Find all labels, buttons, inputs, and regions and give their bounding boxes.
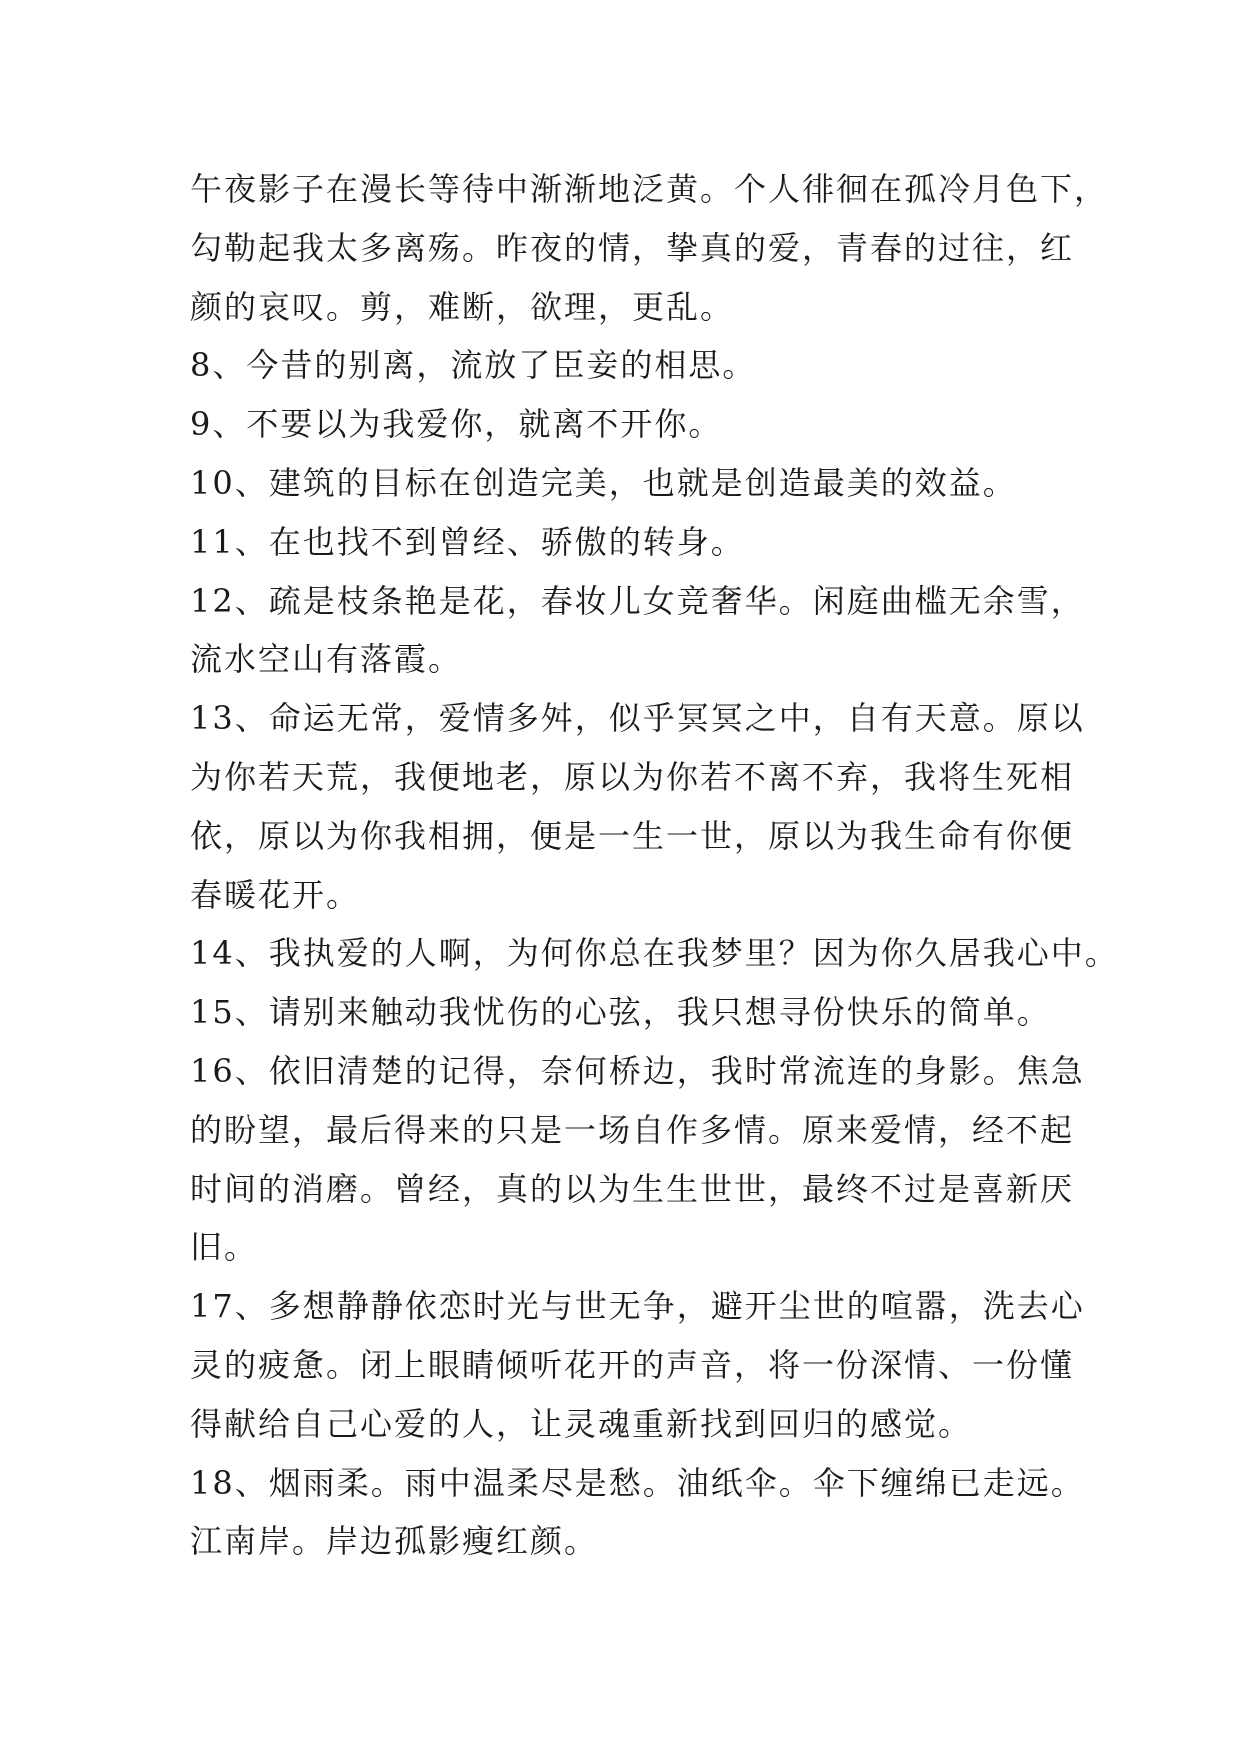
text-line: 江南岸。岸边孤影瘦红颜。: [190, 1522, 599, 1561]
text-line: 灵的疲惫。闭上眼睛倾听花开的声音，将一份深情、一份懂: [190, 1345, 1075, 1384]
text-line: 14、我执爱的人啊，为何你总在我梦里？因为你久居我心中。: [190, 934, 1119, 973]
text-line: 15、请别来触动我忧伤的心弦，我只想寻份快乐的简单。: [190, 993, 1051, 1032]
text-line: 13、命运无常，爱情多舛，似乎冥冥之中，自有天意。原以: [190, 699, 1085, 738]
text-line: 午夜影子在漫长等待中渐渐地泛黄。个人徘徊在孤冷月色下，: [190, 170, 1109, 208]
text-line: 16、依旧清楚的记得，奈何桥边，我时常流连的身影。焦急: [190, 1051, 1085, 1090]
text-line: 11、在也找不到曾经、骄傲的转身。: [190, 522, 745, 561]
text-line: 18、烟雨柔。雨中温柔尽是愁。油纸伞。伞下缠绵已走远。: [190, 1463, 1085, 1502]
text-line: 颜的哀叹。剪，难断，欲理，更乱。: [190, 287, 735, 326]
text-line: 旧。: [190, 1228, 259, 1267]
text-line: 勾勒起我太多离殇。昨夜的情，挚真的爱，青春的过往，红: [190, 228, 1075, 267]
text-line: 流水空山有落霞。: [190, 640, 463, 679]
text-line: 得献给自己心爱的人，让灵魂重新找到回归的感觉。: [190, 1404, 973, 1443]
text-line: 依，原以为你我相拥，便是一生一世，原以为我生命有你便: [190, 816, 1075, 855]
text-line: 时间的消磨。曾经，真的以为生生世世，最终不过是喜新厌: [190, 1169, 1075, 1208]
text-line: 9、不要以为我爱你，就离不开你。: [190, 405, 723, 444]
text-line: 为你若天荒，我便地老，原以为你若不离不弃，我将生死相: [190, 757, 1075, 796]
text-line: 17、多想静静依恋时光与世无争，避开尘世的喧嚣，洗去心: [190, 1287, 1085, 1326]
text-line: 的盼望，最后得来的只是一场自作多情。原来爱情，经不起: [190, 1110, 1075, 1149]
document-body: [190, 160, 1119, 1571]
text-line: 8、今昔的别离，流放了臣妾的相思。: [190, 346, 757, 385]
text-line: 10、建筑的目标在创造完美，也就是创造最美的效益。: [190, 463, 1017, 502]
text-line: 12、疏是枝条艳是花，春妆儿女竞奢华。闲庭曲槛无余雪，: [190, 581, 1085, 620]
text-line: 春暖花开。: [190, 875, 361, 914]
